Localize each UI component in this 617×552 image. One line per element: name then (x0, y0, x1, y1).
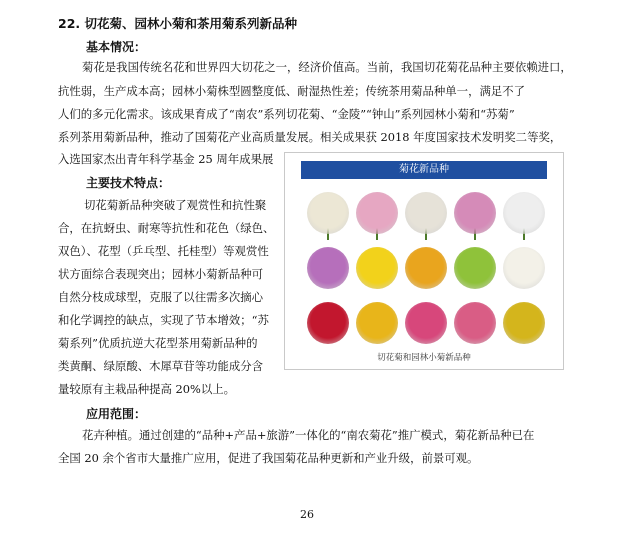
flower-photo-r1-c4 (454, 192, 496, 234)
chrysanthemum-figure (284, 152, 564, 370)
flower-photo-r2-c5 (503, 247, 545, 289)
application-line-1: 花卉种植。通过创建的“品种+产品+旅游”一体化的“南农菊花”推广模式，菊花新品种已在 (82, 428, 535, 442)
basic-info-heading: 基本情况： (86, 40, 147, 54)
flower-photo-r1-c2 (356, 192, 398, 234)
features-line-7: 菊系列”优质抗逆大花型茶用菊新品种的 (58, 336, 258, 350)
figure-header: 菊花新品种 (301, 161, 547, 179)
features-line-1: 切花菊新品种突破了观赏性和抗性聚 (84, 198, 267, 212)
features-line-6: 和化学调控的缺点，实现了节本增效；“苏 (58, 313, 269, 327)
flower-photo-r1-c1 (307, 192, 349, 234)
basic-info-line-1: 菊花是我国传统名花和世界四大切花之一，经济价值高。当前，我国切花菊花品种主要依赖进口， (82, 60, 572, 74)
features-line-3: 双色）、花型（乒乓型、托桂型）等观赏性 (58, 244, 269, 258)
features-line-4: 状方面综合表现突出；园林小菊新品种可 (58, 267, 264, 281)
basic-info-line-3: 人们的多元化需求。该成果育成了“南农”系列切花菊、“金陵”“钟山”系列园林小菊和“苏菊” (58, 107, 515, 121)
flower-photo-r2-c1 (307, 247, 349, 289)
features-heading: 主要技术特点： (86, 176, 171, 190)
features-line-9: 量较原有主栽品种提高 20%以上。 (58, 382, 236, 396)
flower-photo-r3-c5 (503, 302, 545, 344)
basic-info-line-2: 抗性弱，生产成本高；园林小菊株型圆整度低、耐湿热性差；传统茶用菊品种单一，满足不了 (58, 84, 526, 98)
page-number: 26 (300, 508, 314, 521)
section-title: 22. 切花菊、园林小菊和茶用菊系列新品种 (58, 16, 297, 31)
flower-photo-r3-c3 (405, 302, 447, 344)
flower-photo-r2-c3 (405, 247, 447, 289)
flower-photo-r2-c2 (356, 247, 398, 289)
basic-info-line-4: 系列茶用菊新品种，推动了国菊花产业高质量发展。相关成果获 2018 年度国家技术发明奖二等奖， (58, 130, 562, 144)
figure-caption: 切花菊和园林小菊新品种 (377, 353, 471, 363)
basic-info-line-5: 入选国家杰出青年科学基金 25 周年成果展 (58, 152, 274, 166)
flower-photo-r1-c3 (405, 192, 447, 234)
application-line-2: 全国 20 余个省市大量推广应用，促进了我国菊花品种更新和产业升级，前景可观。 (58, 451, 479, 465)
features-line-2: 合，在抗蚜虫、耐寒等抗性和花色（绿色、 (58, 221, 275, 235)
flower-photo-r3-c4 (454, 302, 496, 344)
flower-photo-r2-c4 (454, 247, 496, 289)
features-line-8: 类黄酮、绿原酸、木犀草苷等功能成分含 (58, 359, 264, 373)
features-line-5: 自然分枝成球型，克服了以往需多次摘心 (58, 290, 264, 304)
flower-photo-r3-c1 (307, 302, 349, 344)
flower-photo-r1-c5 (503, 192, 545, 234)
flower-photo-r3-c2 (356, 302, 398, 344)
application-heading: 应用范围： (86, 407, 147, 421)
